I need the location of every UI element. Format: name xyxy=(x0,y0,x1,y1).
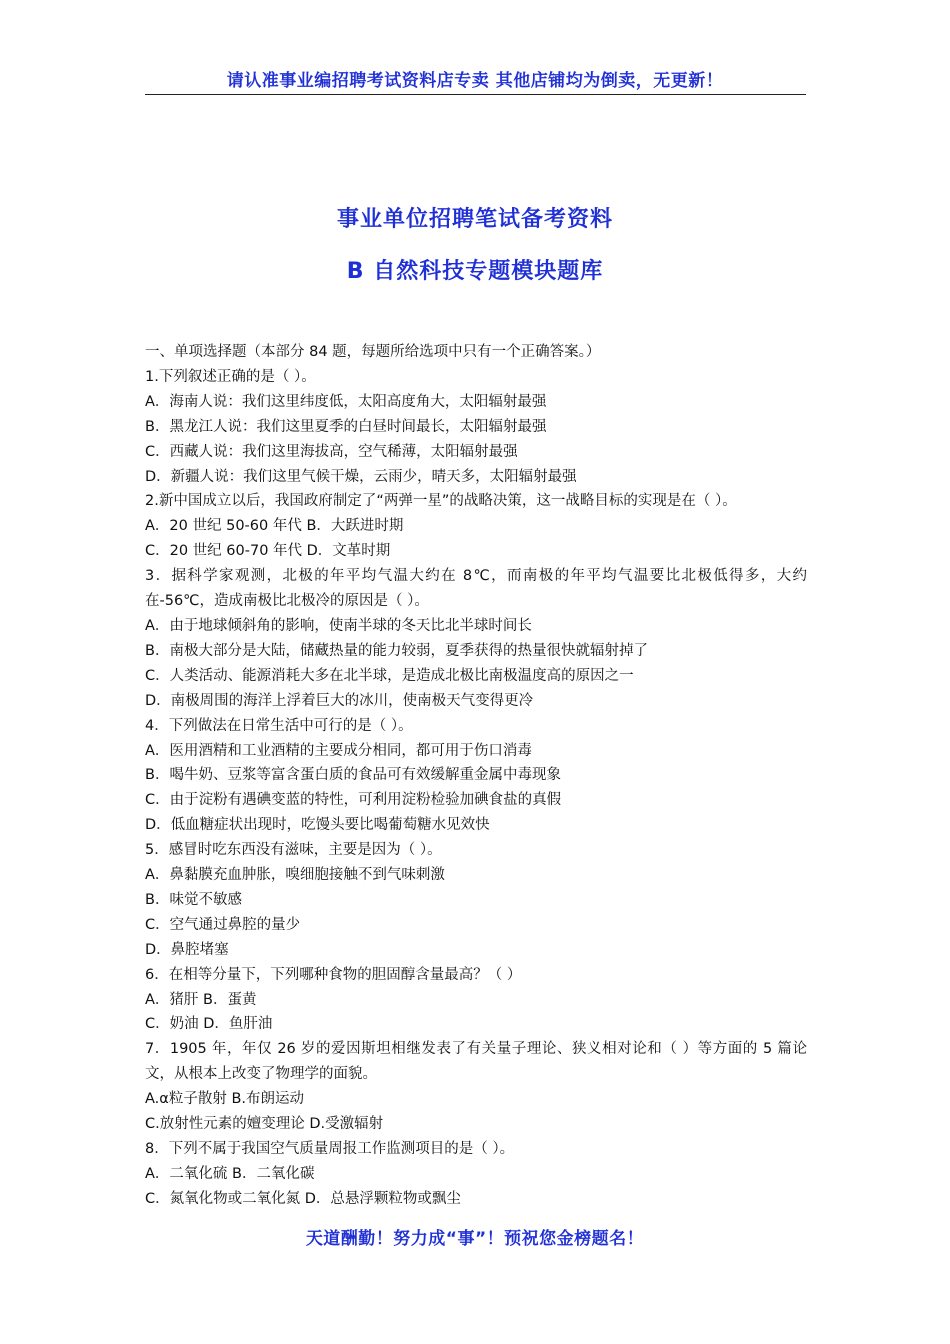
question-stem: 7．1905 年，年仅 26 岁的爱因斯坦相继发表了有关量子理论、狭义相对论和（ ）等方面的 5 篇论文，从根本上改变了物理学的面貌。 xyxy=(145,1041,807,1083)
answer-option: D．南极周围的海洋上浮着巨大的冰川，使南极天气变得更冷 xyxy=(145,692,534,709)
question-content xyxy=(145,340,807,1212)
answer-option: B．味觉不敏感 xyxy=(145,891,242,908)
section-heading: 一、单项选择题（本部分 84 题，每题所给选项中只有一个正确答案。） xyxy=(145,344,601,360)
answer-option: A．猪肝 B．蛋黄 xyxy=(145,991,257,1008)
header-banner: 请认准事业编招聘考试资料店专卖 其他店铺均为倒卖，无更新！ xyxy=(226,71,724,91)
question-stem: 5．感冒时吃东西没有滋味，主要是因为（ ）。 xyxy=(145,842,442,859)
answer-option: A.α粒子散射 B.布朗运动 xyxy=(145,1091,304,1108)
answer-option: C．由于淀粉有遇碘变蓝的特性，可利用淀粉检验加碘食盐的真假 xyxy=(145,792,562,809)
document-title: 事业单位招聘笔试备考资料 xyxy=(336,207,613,232)
answer-option: A．二氧化硫 B．二氧化碳 xyxy=(145,1165,315,1182)
answer-option: C．西藏人说：我们这里海拔高，空气稀薄，太阳辐射最强 xyxy=(145,443,518,460)
answer-option: A．医用酒精和工业酒精的主要成分相同，都可用于伤口消毒 xyxy=(145,742,532,759)
answer-option: C．人类活动、能源消耗大多在北半球，是造成北极比南极温度高的原因之一 xyxy=(145,667,634,684)
footer-banner: 天道酬勤！努力成“事”！预祝您金榜题名！ xyxy=(305,1229,645,1249)
answer-option: D．新疆人说：我们这里气候干燥，云雨少，晴天多，太阳辐射最强 xyxy=(145,468,577,485)
answer-option: C．氮氧化物或二氧化氮 D．总悬浮颗粒物或飘尘 xyxy=(145,1190,461,1207)
answer-option: A．海南人说：我们这里纬度低，太阳高度角大，太阳辐射最强 xyxy=(145,393,547,410)
answer-option: D．鼻腔堵塞 xyxy=(145,941,229,958)
question-stem: 8．下列不属于我国空气质量周报工作监测项目的是（ ）。 xyxy=(145,1141,515,1157)
answer-option: A．20 世纪 50-60 年代 B．大跃进时期 xyxy=(145,518,404,535)
question-stem: 1.下列叙述正确的是（ ）。 xyxy=(145,368,316,385)
question-stem: 6．在相等分量下，下列哪种食物的胆固醇含量最高？（ ） xyxy=(145,966,522,983)
answer-option: C．奶油 D．鱼肝油 xyxy=(145,1016,273,1033)
answer-option: B．黑龙江人说：我们这里夏季的白昼时间最长，太阳辐射最强 xyxy=(145,418,547,435)
answer-option: B．南极大部分是大陆，储藏热量的能力较弱，夏季获得的热量很快就辐射掉了 xyxy=(145,642,648,659)
question-stem: 3．据科学家观测，北极的年平均气温大约在 8℃，而南极的年平均气温要比北极低得多，大约在-56℃，造成南极比北极冷的原因是（ ）。 xyxy=(145,568,807,610)
answer-option: B．喝牛奶、豆浆等富含蛋白质的食品可有效缓解重金属中毒现象 xyxy=(145,767,561,784)
answer-option: C．空气通过鼻腔的量少 xyxy=(145,916,301,933)
question-stem: 4．下列做法在日常生活中可行的是（ ）。 xyxy=(145,717,413,734)
answer-option: A．鼻黏膜充血肿胀，嗅细胞接触不到气味刺激 xyxy=(145,867,445,884)
answer-option: A．由于地球倾斜角的影响，使南半球的冬天比北半球时间长 xyxy=(145,617,532,634)
answer-option: C．20 世纪 60-70 年代 D．文革时期 xyxy=(145,543,391,560)
answer-option: C.放射性元素的嬗变理论 D.受激辐射 xyxy=(145,1116,384,1133)
question-stem: 2.新中国成立以后，我国政府制定了“两弹一星”的战略决策，这一战略目标的实现是在（ ）。 xyxy=(145,493,737,510)
document-subtitle: B 自然科技专题模块题库 xyxy=(346,259,604,284)
header-divider xyxy=(145,94,806,95)
answer-option: D．低血糖症状出现时，吃馒头要比喝葡萄糖水见效快 xyxy=(145,817,490,834)
